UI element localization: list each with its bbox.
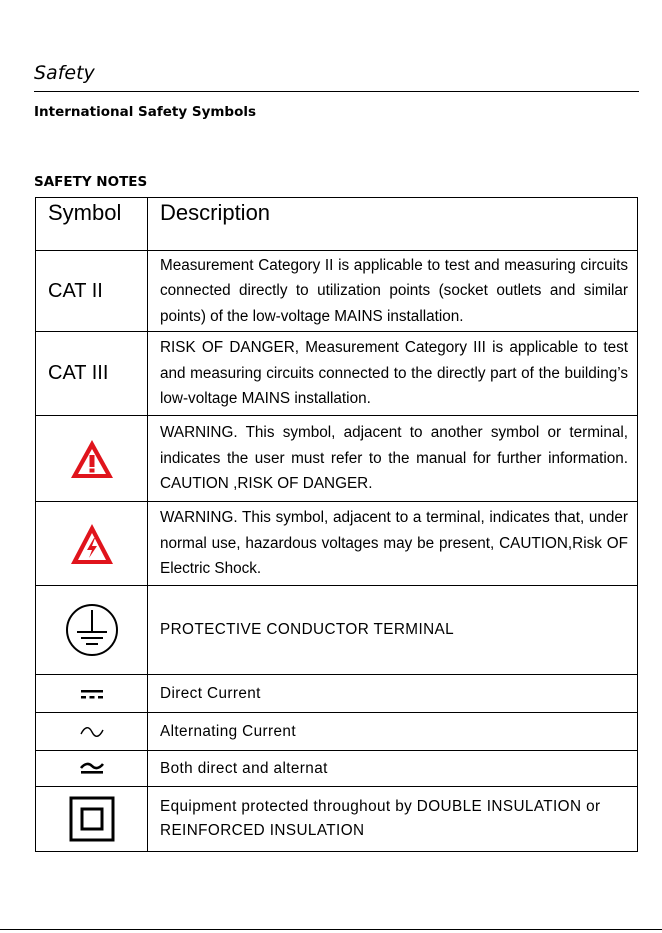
description-cell xyxy=(148,787,638,852)
symbol-cell xyxy=(36,586,148,675)
title-divider xyxy=(34,91,639,92)
table-row xyxy=(36,332,638,416)
safety-symbols-table xyxy=(35,197,638,852)
warning-exclamation-icon xyxy=(69,438,115,480)
row-description: WARNING. This symbol, adjacent to another symbol or terminal, indicates the user must refer to the manual for further information. CAUTION ,RISK OF DANGER. xyxy=(160,424,628,493)
description-cell xyxy=(148,751,638,787)
row-description: Both direct and alternat xyxy=(160,759,328,777)
table-row xyxy=(36,502,638,586)
alternating-current-icon xyxy=(79,725,105,739)
table-row xyxy=(36,416,638,502)
table-row xyxy=(36,675,638,713)
protective-earth-icon xyxy=(64,602,120,658)
row-description: Measurement Category II is applicable to test and measuring circuits connected directly to utilization points (socket outlets and similar points) of the low-voltage MAINS installation. xyxy=(160,256,628,325)
row-description: Alternating Current xyxy=(160,722,296,740)
description-cell xyxy=(148,586,638,675)
symbol-header-label: Symbol xyxy=(48,200,122,225)
description-column-header xyxy=(148,198,638,251)
description-cell xyxy=(148,713,638,751)
double-insulation-icon xyxy=(69,796,115,842)
description-cell xyxy=(148,332,638,416)
row-description: PROTECTIVE CONDUCTOR TERMINAL xyxy=(160,621,455,638)
symbol-cell xyxy=(36,332,148,416)
table-row xyxy=(36,251,638,332)
symbol-cell xyxy=(36,675,148,713)
table-row xyxy=(36,787,638,852)
cat-iii-label: CAT III xyxy=(48,362,109,384)
table-header-row xyxy=(36,198,638,251)
safety-notes-heading: SAFETY NOTES xyxy=(34,174,148,190)
cat-ii-label: CAT II xyxy=(48,279,103,302)
row-description: WARNING. This symbol, adjacent to a terminal, indicates that, under normal use, hazardous voltages may be present, CAUTION,Risk OF Electric Shock. xyxy=(160,509,628,578)
symbol-cell xyxy=(36,251,148,332)
direct-current-icon xyxy=(79,687,105,701)
description-cell xyxy=(148,416,638,502)
ac-dc-icon xyxy=(79,762,105,776)
row-description: RISK OF DANGER, Measurement Category III is applicable to test and measuring circuits connected to the directly part of the building’s low-voltage MAINS installation. xyxy=(160,339,628,408)
row-description: Equipment protected throughout by DOUBLE INSULATION or REINFORCED INSULATION xyxy=(160,798,601,839)
symbol-cell xyxy=(36,502,148,586)
description-cell xyxy=(148,502,638,586)
page-title: Safety xyxy=(34,62,95,84)
description-cell xyxy=(148,251,638,332)
symbol-cell xyxy=(36,713,148,751)
description-cell xyxy=(148,675,638,713)
footer-divider xyxy=(0,929,662,930)
table-row xyxy=(36,586,638,675)
electric-shock-warning-icon xyxy=(69,522,115,566)
symbol-cell xyxy=(36,416,148,502)
table-row xyxy=(36,713,638,751)
description-header-label: Description xyxy=(160,200,271,225)
table-row xyxy=(36,751,638,787)
symbol-cell xyxy=(36,751,148,787)
symbol-cell xyxy=(36,787,148,852)
section-subtitle: International Safety Symbols xyxy=(34,104,257,120)
row-description: Direct Current xyxy=(160,684,261,702)
symbol-column-header xyxy=(36,198,148,251)
